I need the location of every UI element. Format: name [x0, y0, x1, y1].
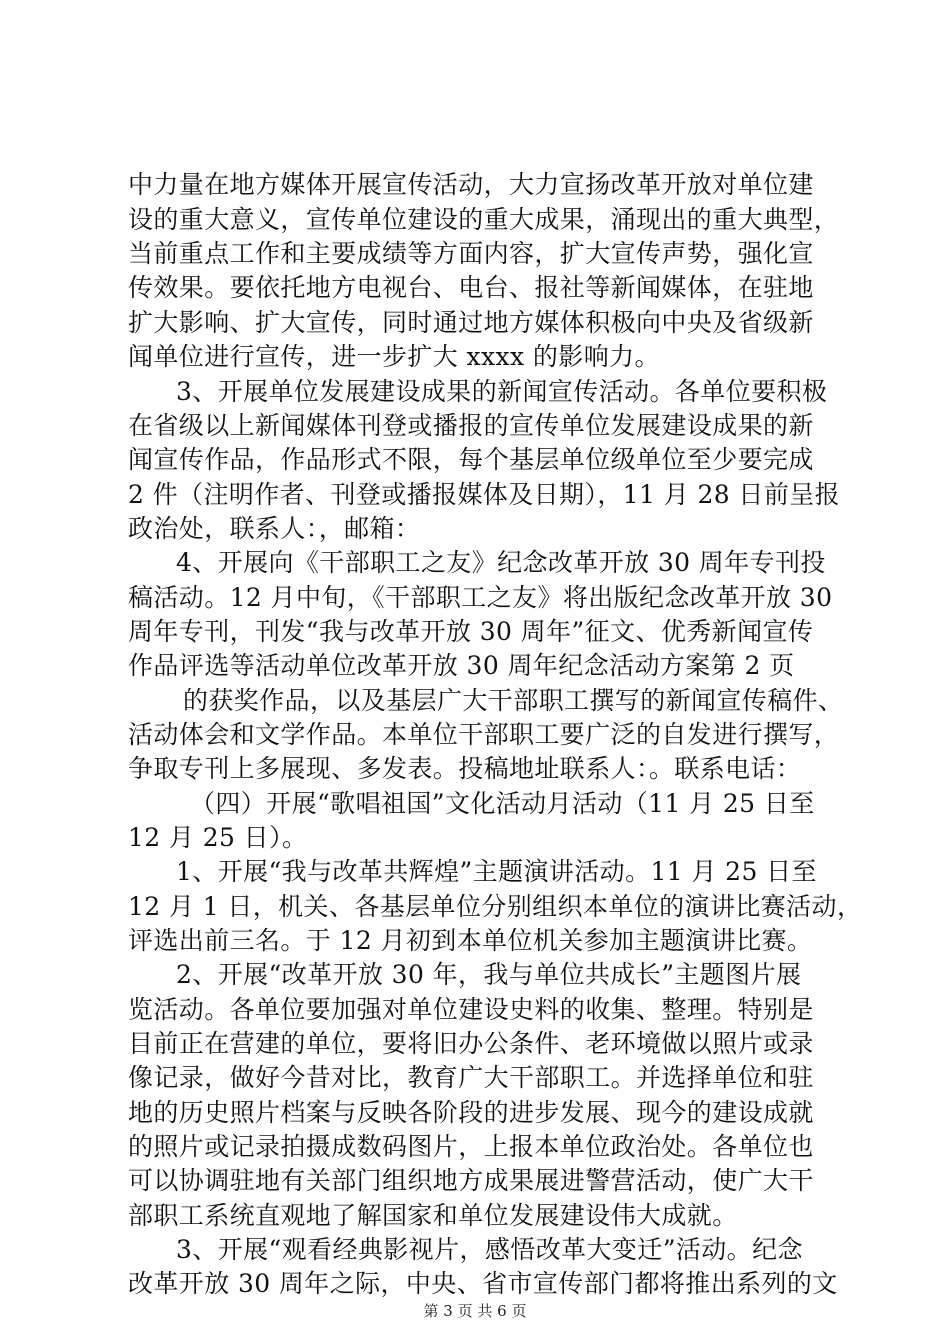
body-text-line: 目前正在营建的单位，要将旧办公条件、老环境做以照片或录 — [128, 1029, 814, 1058]
body-text-line: 闻宣传作品，作品形式不限，每个基层单位级单位至少要完成 — [128, 445, 814, 474]
body-text-line: 作品评选等活动单位改革开放 30 周年纪念活动方案第 2 页 — [128, 651, 795, 680]
paragraph-first-line: 2、开展“改革开放 30 年，我与单位共成长”主题图片展 — [176, 960, 802, 989]
body-text-line: 改革开放 30 周年之际，中央、省市宣传部门都将推出系列的文 — [128, 1269, 838, 1298]
body-text-line: 评选出前三名。于 12 月初到本单位机关参加主题演讲比赛。 — [128, 926, 813, 955]
paragraph-first-line: 3、开展单位发展建设成果的新闻宣传活动。各单位要积极 — [176, 377, 828, 406]
body-text-line: 览活动。各单位要加强对单位建设史料的收集、整理。特别是 — [128, 995, 814, 1024]
body-text-line: 周年专刊，刊发“我与改革开放 30 周年”征文、优秀新闻宣传 — [128, 617, 814, 646]
body-text-line: 可以协调驻地有关部门组织地方成果展进警营活动，使广大干 — [128, 1166, 814, 1195]
body-text-line: 争取专刊上多展现、多发表。投稿地址联系人：。联系电话： — [128, 754, 802, 783]
paragraph-first-line: 4、开展向《干部职工之友》纪念改革开放 30 周年专刊投 — [176, 548, 826, 577]
paragraph-first-line: 3、开展“观看经典影视片，感悟改革大变迁”活动。纪念 — [176, 1235, 803, 1264]
body-text-line: 传效果。要依托地方电视台、电台、报社等新闻媒体，在驻地 — [128, 273, 814, 302]
body-text-line: 活动体会和文学作品。本单位干部职工要广泛的自发进行撰写， — [128, 720, 840, 749]
body-text-line: 在省级以上新闻媒体刊登或播报的宣传单位发展建设成果的新 — [128, 411, 814, 440]
body-text-line: 2 件（注明作者、刊登或播报媒体及日期），11 月 28 日前呈报 — [128, 480, 841, 509]
body-text-line: 稿活动。12 月中旬，《干部职工之友》将出版纪念改革开放 30 — [128, 583, 833, 612]
paragraph-first-line: 1、开展“我与改革共辉煌”主题演讲活动。11 月 25 日至 — [176, 857, 817, 886]
body-text-line: 12 月 1 日，机关、各基层单位分别组织本单位的演讲比赛活动， — [128, 892, 863, 921]
section-heading-line: （四）开展“歌唱祖国”文化活动月活动（11 月 25 日至 — [190, 789, 815, 818]
body-text-line: 像记录，做好今昔对比，教育广大干部职工。并选择单位和驻 — [128, 1063, 814, 1092]
body-text-line: 扩大影响、扩大宣传，同时通过地方媒体积极向中央及省级新 — [128, 308, 814, 337]
body-text-line: 闻单位进行宣传，进一步扩大 xxxx 的影响力。 — [128, 342, 660, 371]
body-text-line: 中力量在地方媒体开展宣传活动，大力宣扬改革开放对单位建 — [128, 170, 814, 199]
body-text-line: 政治处，联系人：，邮箱： — [128, 514, 421, 543]
page-footer: 第 3 页 共 6 页 — [423, 1302, 527, 1320]
body-text-line: 12 月 25 日）。 — [128, 823, 308, 852]
body-text-line: 的照片或记录拍摄成数码图片，上报本单位政治处。各单位也 — [128, 1132, 814, 1161]
body-text-line: 地的历史照片档案与反映各阶段的进步发展、现今的建设成就 — [128, 1098, 814, 1127]
paragraph-first-line: 的获奖作品，以及基层广大干部职工撰写的新闻宣传稿件、 — [183, 686, 844, 715]
body-text-line: 部职工系统直观地了解国家和单位发展建设伟大成就。 — [128, 1201, 738, 1230]
body-text-line: 当前重点工作和主要成绩等方面内容，扩大宣传声势，强化宣 — [128, 239, 814, 268]
body-text-line: 设的重大意义，宣传单位建设的重大成果，涌现出的重大典型， — [128, 205, 840, 234]
